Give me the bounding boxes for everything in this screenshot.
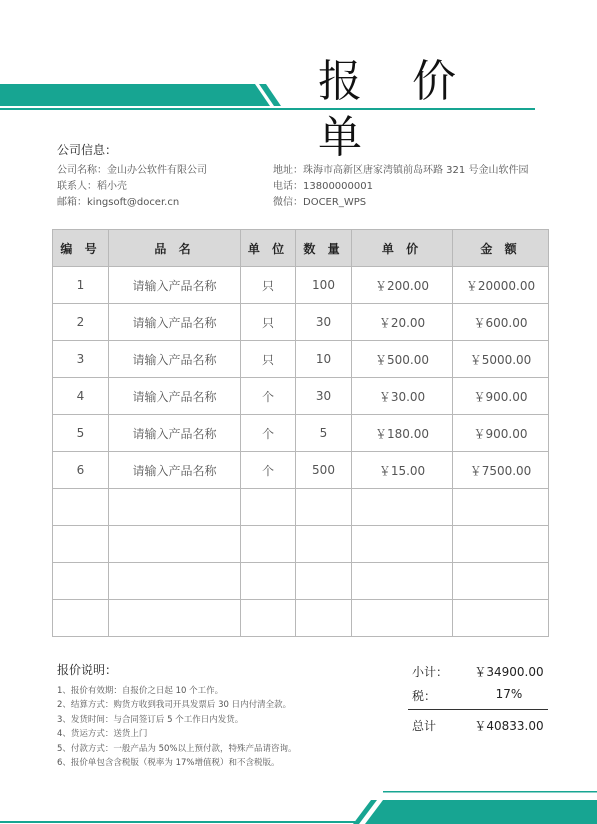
- cell-product[interactable]: 请输入产品名称: [109, 378, 241, 415]
- cell-quantity: 500: [296, 452, 352, 489]
- table-row: [53, 563, 549, 600]
- cell-quantity: 100: [296, 267, 352, 304]
- cell-amount: ￥20000.00: [453, 267, 549, 304]
- subtotal-value: ￥34900.00: [474, 665, 544, 679]
- note-item: 1、报价有效期：自报价之日起 10 个工作。: [57, 686, 224, 696]
- cell-quantity: [296, 563, 352, 600]
- note-item: 6、报价单包含含税版（税率为 17%增值税）和不含税版。: [57, 758, 280, 769]
- total-value: ￥40833.00: [474, 719, 544, 733]
- cell-unit: 个: [241, 378, 296, 415]
- cell-amount: ￥900.00: [453, 378, 549, 415]
- cell-quantity: [296, 489, 352, 526]
- cell-unit: [241, 600, 296, 637]
- cell-amount: [453, 526, 549, 563]
- cell-unit-price: ￥30.00: [352, 378, 453, 415]
- cell-unit-price: [352, 600, 453, 637]
- header-amount: 金 额: [453, 230, 549, 267]
- cell-quantity: 30: [296, 378, 352, 415]
- table-row: [53, 600, 549, 637]
- table-row: [53, 415, 549, 452]
- footer-banner: [0, 788, 597, 824]
- table-row: [53, 267, 549, 304]
- cell-product[interactable]: [109, 526, 241, 563]
- tax-label: 税：: [412, 689, 437, 703]
- table-row: [53, 452, 549, 489]
- cell-id: [53, 563, 109, 600]
- cell-amount: [453, 489, 549, 526]
- header-id: 编 号: [53, 230, 109, 267]
- cell-product[interactable]: [109, 489, 241, 526]
- cell-amount: ￥600.00: [453, 304, 549, 341]
- header-quantity: 数 量: [296, 230, 352, 267]
- cell-unit-price: [352, 563, 453, 600]
- cell-quantity: [296, 526, 352, 563]
- company-info-heading: 公司信息：: [57, 143, 118, 157]
- cell-product[interactable]: 请输入产品名称: [109, 452, 241, 489]
- cell-unit: 个: [241, 452, 296, 489]
- header-unit-price: 单 价: [352, 230, 453, 267]
- tax-value: 17%: [495, 687, 523, 701]
- cell-unit-price: [352, 526, 453, 563]
- cell-id: [53, 526, 109, 563]
- table-header-row: [53, 230, 549, 267]
- cell-amount: [453, 563, 549, 600]
- company-contact: 联系人：稻小壳: [57, 181, 127, 192]
- total-label: 总计: [412, 719, 437, 733]
- cell-product[interactable]: 请输入产品名称: [109, 415, 241, 452]
- table-row: [53, 378, 549, 415]
- cell-unit-price: ￥200.00: [352, 267, 453, 304]
- page-title: 报 价 单: [318, 56, 474, 163]
- cell-product[interactable]: 请输入产品名称: [109, 341, 241, 378]
- quote-table: [52, 229, 548, 637]
- cell-unit: [241, 526, 296, 563]
- cell-id: [53, 600, 109, 637]
- footer-teal-band: [365, 800, 597, 824]
- cell-unit-price: ￥500.00: [352, 341, 453, 378]
- cell-amount: ￥5000.00: [453, 341, 549, 378]
- company-phone: 电话：13800000001: [273, 181, 373, 192]
- note-item: 2、结算方式：购货方收到我司开具发票后 30 日内付清全款。: [57, 700, 292, 711]
- cell-amount: [453, 600, 549, 637]
- cell-unit-price: ￥180.00: [352, 415, 453, 452]
- cell-id: 3: [53, 341, 109, 378]
- cell-id: 2: [53, 304, 109, 341]
- cell-quantity: [296, 600, 352, 637]
- cell-unit-price: ￥15.00: [352, 452, 453, 489]
- note-item: 3、发货时间：与合同签订后 5 个工作日内发货。: [57, 714, 244, 725]
- subtotal-label: 小计：: [412, 665, 449, 679]
- notes-heading: 报价说明：: [57, 663, 118, 677]
- table-row: [53, 341, 549, 378]
- cell-id: [53, 489, 109, 526]
- cell-id: 1: [53, 267, 109, 304]
- cell-unit: 只: [241, 304, 296, 341]
- notes-list: [57, 684, 297, 770]
- cell-product[interactable]: [109, 600, 241, 637]
- cell-amount: ￥900.00: [453, 415, 549, 452]
- cell-unit: [241, 563, 296, 600]
- company-wechat: 微信：DOCER_WPS: [273, 197, 367, 208]
- cell-quantity: 30: [296, 304, 352, 341]
- table-row: [53, 489, 549, 526]
- cell-product[interactable]: 请输入产品名称: [109, 304, 241, 341]
- note-item: 5、付款方式：一般产品为 50%以上预付款，特殊产品请咨询。: [57, 743, 297, 754]
- cell-product[interactable]: [109, 563, 241, 600]
- banner-teal-band: [0, 84, 270, 106]
- header-product: 品 名: [109, 230, 241, 267]
- footer-topline: [383, 791, 597, 793]
- cell-quantity: 10: [296, 341, 352, 378]
- company-email: 邮箱：kingsoft@docer.cn: [57, 197, 180, 208]
- table-row: [53, 526, 549, 563]
- company-address: 地址：珠海市高新区唐家湾镇前岛环路 321 号金山软件园: [273, 165, 529, 176]
- cell-unit: 个: [241, 415, 296, 452]
- cell-product[interactable]: 请输入产品名称: [109, 267, 241, 304]
- cell-unit: 只: [241, 267, 296, 304]
- cell-unit: [241, 489, 296, 526]
- cell-amount: ￥7500.00: [453, 452, 549, 489]
- header-unit: 单 位: [241, 230, 296, 267]
- cell-unit-price: [352, 489, 453, 526]
- cell-unit-price: ￥20.00: [352, 304, 453, 341]
- cell-id: 5: [53, 415, 109, 452]
- summary-divider: [408, 709, 548, 710]
- footer-line: [0, 821, 355, 823]
- cell-id: 4: [53, 378, 109, 415]
- cell-id: 6: [53, 452, 109, 489]
- table-row: [53, 304, 549, 341]
- company-name: 公司名称：金山办公软件有限公司: [57, 165, 207, 176]
- cell-unit: 只: [241, 341, 296, 378]
- cell-quantity: 5: [296, 415, 352, 452]
- note-item: 4、货运方式：送货上门: [57, 729, 148, 740]
